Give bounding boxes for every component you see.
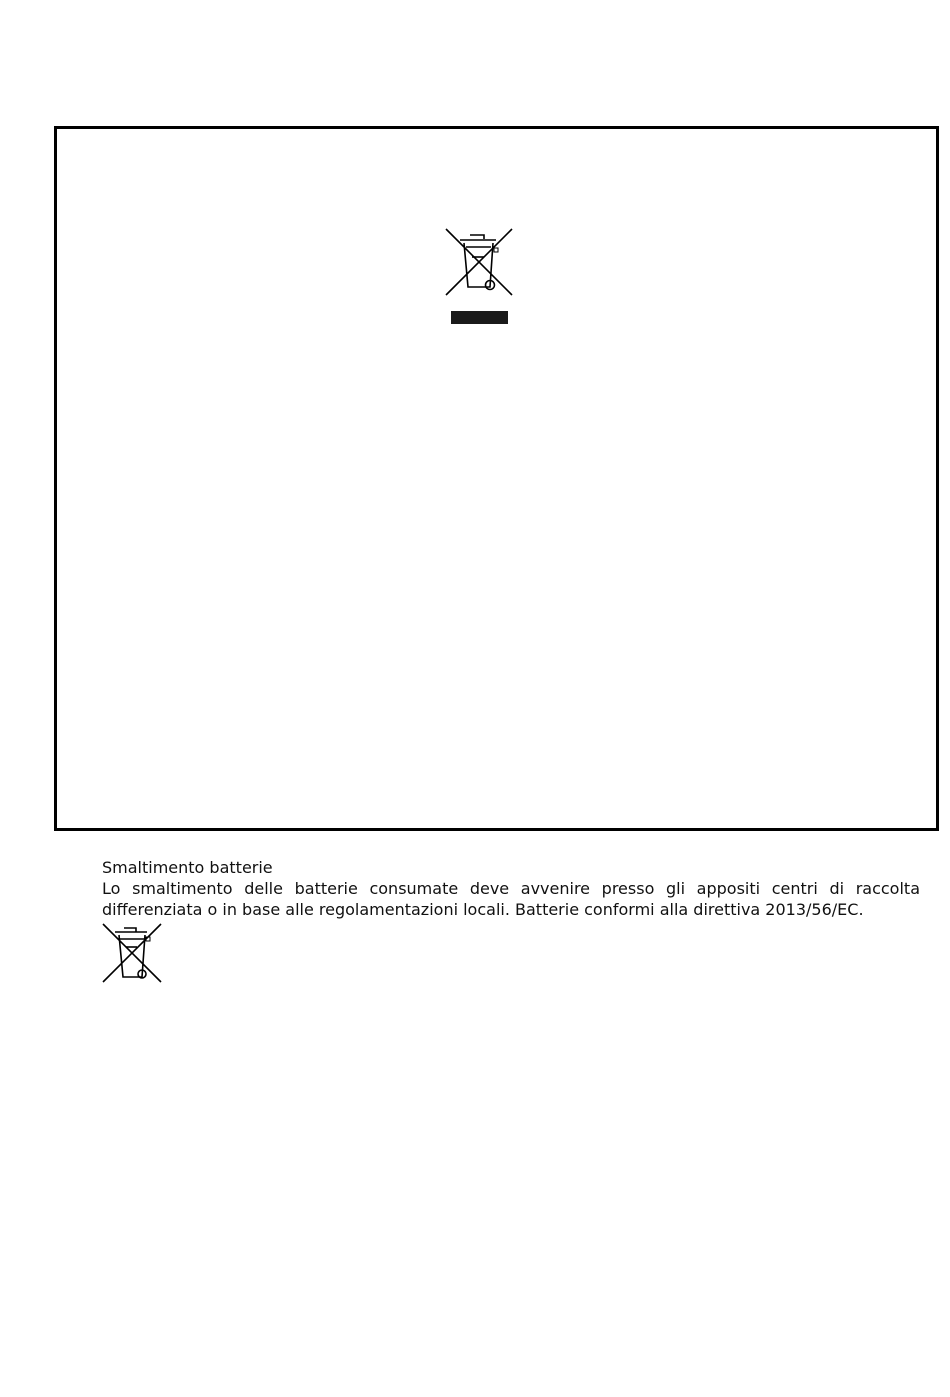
crossed-out-bin-icon [102, 923, 164, 985]
crossed-out-bin-icon [444, 227, 516, 327]
battery-disposal-text: Lo smaltimento delle batterie consumate deve avvenire presso gli appositi centri di raccolta differenziata o in base alle regolamentazioni locali. Batterie conformi alla direttiva 2013/56/EC. [102, 879, 920, 919]
battery-disposal-title: Smaltimento batterie [102, 858, 273, 877]
battery-disposal-section [102, 857, 920, 985]
